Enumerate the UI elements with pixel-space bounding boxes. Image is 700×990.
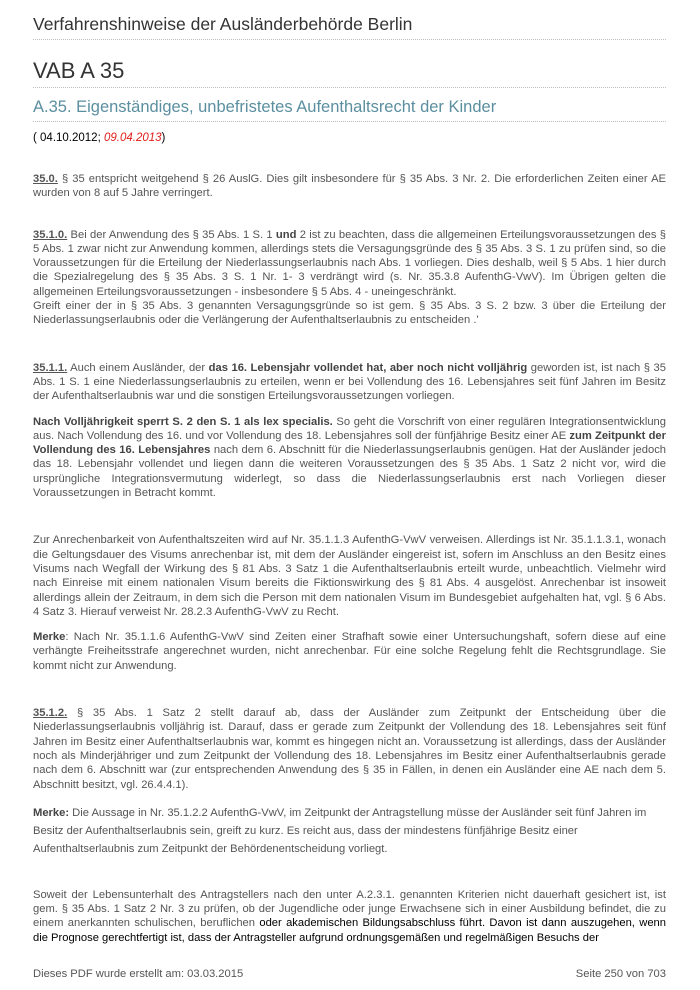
paragraph-ref: 35.1.1. <box>33 361 68 374</box>
paragraph-text: : Nach Nr. 35.1.1.6 AufenthG-VwV sind Zeiten einer Strafhaft sowie einer Untersuchungshaft, sofern diese auf eine verhängte Freiheitsstrafe angerechnet wurden, nicht anrechenbar. Für eine solche Regelung fehlt die Rechtsgrundlage. Sie kommt nicht zur Anwendung. <box>33 631 666 672</box>
paragraph-text-black: oder akademischen Bildungsabschluss führt. Davon ist dann auszugehen, <box>259 917 640 930</box>
paragraph-anrechenbarkeit <box>33 533 666 619</box>
bold-text: und <box>275 228 297 241</box>
paragraph-text: Auch einem Ausländer, der <box>67 361 209 374</box>
running-header: Verfahrenshinweise der Ausländerbehörde Berlin <box>33 13 666 40</box>
bold-text: Merke: <box>33 806 70 819</box>
bold-text: das 16. Lebensjahr vollendet hat, aber noch nicht volljährig <box>208 361 528 374</box>
paragraph-ref: 35.1.2. <box>33 707 68 720</box>
paragraph-text: Zur Anrechenbarkeit von Aufenthaltszeiten wird auf Nr. 35.1.1.3 AufenthG-VwV verweisen. Allerdings ist Nr. 35.1.1.3.1, wonach die Geltungsdauer des Visums anrechenbar ist, mit dem der Ausländer eingereist ist, sofern im Anschluss an den Besitz eines Visums nach Wegfall der Wirkung des § 81 Abs. 3 Satz 1 die Aufenthaltserlaubnis erteilt wurde, unbeachtlich. Vielmehr wird nach Einreise mit einem nationalen Visum bereits die Fiktionswirkung des § 81 Abs. 4 ausgelöst. Anrechenbar ist insoweit allerdings allein der Zeitraum, in dem sich die Person mit dem nationalen Visum im Bundesgebiet aufgehalten hat, vgl. § 6 Abs. 4 Satz 3. Hierauf verweist Nr. 28.2.3 AufenthG-VwV zu Recht. <box>33 534 666 618</box>
paragraph-35-0 <box>33 172 666 201</box>
date-changed: 09.04.2013 <box>103 132 162 144</box>
paragraph-text: geworden ist, ist nach § 35 Abs. 1 S. 1 eine Niederlassungserlaubnis zu erteilen, wenn er bei Vollendung des 16. Lebensjahres seit fünf Jahren im Besitz der Aufenthaltserlaubnis war und die sonstigen Erteilungsvoraussetzungen vorliegen. <box>33 361 666 403</box>
paragraph-text: Greift einer der in § 35 Abs. 3 genannten Versagungsgründe so ist gem. § 35 Abs. 3 S. 2 bzw. 3 über die Erteilung der Niederlassungserlaubnis oder die Verlängerung der Aufenthaltserlaubnis zu entscheiden .' <box>33 300 666 327</box>
paragraph-ref: 35.1.0. <box>33 228 68 241</box>
paragraph-text: nach dem 6. Abschnitt für die Niederlassungserlaubnis genügen. Hat der Ausländer jedoch das 18. Lebensjahr vollendet und liegen dann die weiteren Voraussetzungen des § 35 Abs. 1 Satz 2 nicht vor, wird die ursprüngliche Integrationsvermutung widerlegt, so dass die Niederlassungserlaubnis erst nach Vorliegen dieser Voraussetzungen in Betracht kommt. <box>33 444 667 500</box>
paragraph-text: § 35 entspricht weitgehend § 26 AuslG. Dies gilt insbesondere für § 35 Abs. 3 Nr. 2. Die erforderlichen Zeiten einer AE wurden von 8 auf 5 Jahre verringert. <box>33 173 666 200</box>
bold-text: zum Zeitpunkt der Vollendung des 16. Lebensjahres <box>33 429 666 457</box>
paragraph-35-1-0 <box>33 228 666 328</box>
paragraph-ref: 35.0. <box>33 173 58 185</box>
paragraph-35-1-2 <box>33 706 666 792</box>
paragraph-volljaehrigkeit <box>33 415 666 501</box>
bold-text: Merke <box>33 631 66 644</box>
date-open: ( 04.10.2012; <box>33 132 104 144</box>
paragraph-lebensunterhalt <box>33 888 666 945</box>
paragraph-merke-antragstellung <box>33 804 666 859</box>
paragraph-35-1-1 <box>33 361 666 404</box>
paragraph-text: Die Aussage in Nr. 35.1.2.2 AufenthG-VwV, im Zeitpunkt der Antragstellung müsse der Ausländer seit fünf Jahren im Besitz der Aufenthaltserlaubnis sein, greift zu kurz. Es reicht aus, dass der mindestens fünfjährige Besitz einer Aufenthaltserlaubnis zum Zeitpunkt der Behördenentscheidung vorliegt. <box>33 806 647 856</box>
paragraph-merke-strafhaft <box>33 630 666 673</box>
paragraph-text: § 35 Abs. 1 Satz 2 stellt darauf ab, dass der Ausländer zum Zeitpunkt der Entscheidung über die Niederlassungserlaubnis volljährig ist. Darauf, dass er gerade zum Zeitpunkt der Vollendung des 18. Lebensjahres seit fünf Jahren im Besitz einer Aufenthaltserlaubnis war, kommt es hingegen nicht an. Voraussetzung ist allerdings, dass der Ausländer noch als Minderjähriger und zum Zeitpunkt der Vollendung des 18. Lebensjahres im Besitz einer Aufenthaltserlaubnis gerade nach dem 6. Abschnitt war (zur entsprechenden Anwendung des § 35 in Fällen, in denen ein Ausländer eine AE nach dem 5. Abschnitt besitzt, vgl. 26.4.4.1). <box>33 707 666 791</box>
paragraph-text: Soweit der Lebensunterhalt des Antragstellers nach den unter A.2.3.1. genannten Kriterien nicht dauerhaft gesichert ist, ist gem. § 35 Abs. 1 Satz 2 Nr. 3 zu prüfen, ob der Jugendliche oder junge Erwachsene sich in einer Ausbildung befindet, die zu einem anerkannten schulischen, beruflichen <box>33 888 666 930</box>
footer-created-date: Dieses PDF wurde erstellt am: 03.03.2015 <box>33 968 244 980</box>
document-title: VAB A 35 <box>33 58 666 88</box>
paragraph-text: So geht die Vorschrift von einer regulären Integrationsentwicklung aus. Nach Vollendung des 16. und vor Vollendung des 18. Lebensjahres soll der fünfjährige Besitz einer AE <box>33 415 666 442</box>
date-close: ) <box>161 132 166 144</box>
paragraph-text-black: wenn die Prognose gerechtfertigt ist, dass der Antragsteller aufgrund ordnungsgemäßen und regelmäßigen Besuchs der <box>33 917 666 944</box>
paragraph-text: 2 ist zu beachten, dass die allgemeinen Erteilungsvoraussetzungen des § 5 Abs. 1 zwar nicht zur Anwendung kommen, allerdings stets die Versagungsgründe des § 35 Abs. 3 S. 1 zu prüfen sind, so die Voraussetzungen für die Erteilung der Niederlassungserlaubnis nach Abs. 1 vorliegen. Dies deshalb, weil § 5 Abs. 1 hier durch die Spezialregelung des § 35 Abs. 3 S. 1 Nr. 1- 3 verdrängt wird (s. Nr. 35.3.8 AufenthG-VwV). Im Übrigen gelten die allgemeinen Erteilungsvoraussetzungen - insbesondere § 5 Abs. 4 - uneingeschränkt. <box>33 228 666 298</box>
date-line <box>33 131 666 146</box>
footer-page-number: Seite 250 von 703 <box>575 968 666 980</box>
section-title: A.35. Eigenständiges, unbefristetes Aufenthaltsrecht der Kinder <box>33 96 666 122</box>
paragraph-text: Bei der Anwendung des § 35 Abs. 1 S. 1 <box>67 228 276 241</box>
bold-text: Nach Volljährigkeit sperrt S. 2 den S. 1 als lex specialis. <box>33 415 333 428</box>
document-page <box>33 0 666 945</box>
